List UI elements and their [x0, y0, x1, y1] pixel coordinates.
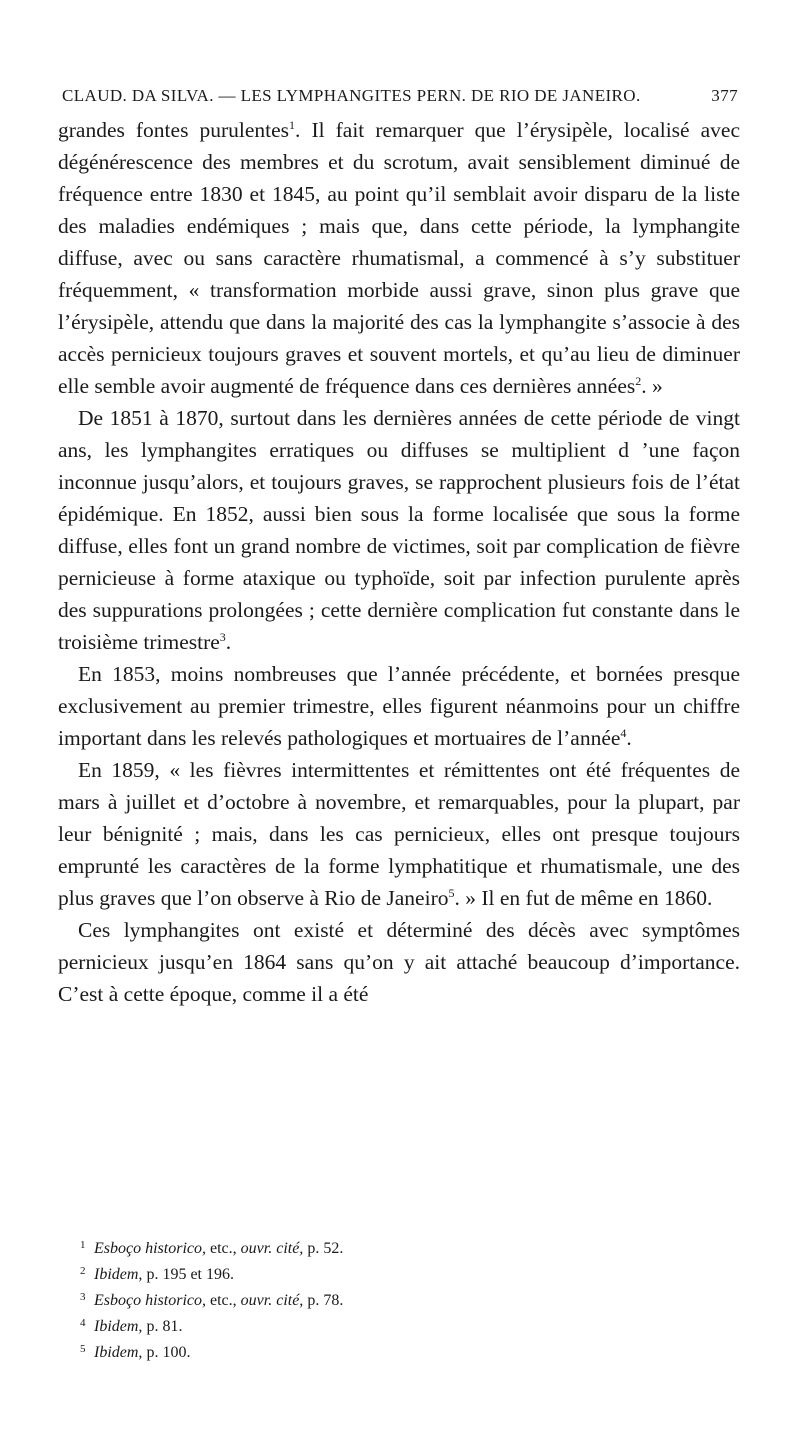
footnote	[80, 1312, 720, 1338]
paragraph-text: . » Il en fut de même en 1860.	[454, 886, 713, 910]
footnote-source: Ibidem,	[94, 1266, 143, 1283]
footnote-text: etc.,	[206, 1292, 241, 1309]
footnote-number: 4	[80, 1317, 86, 1329]
paragraph	[58, 114, 740, 402]
footnote-text: p. 78.	[303, 1292, 344, 1309]
footnote	[80, 1234, 720, 1260]
footnote-text: p. 195 et 196.	[142, 1266, 234, 1283]
footnote-number: 1	[80, 1239, 86, 1251]
footnote-ref: 5	[448, 885, 455, 900]
footnote-ref: 3	[219, 629, 226, 644]
paragraph	[58, 658, 740, 754]
footnote-ref: 1	[289, 117, 296, 132]
paragraph-text: . Il fait remarquer que l’érysipèle, localisé avec dégénérescence des membres et du scrotum, avait sensiblement diminué de fréquence entre 1830 et 1845, au point qu’il semblait avoir disparu de la liste des maladies endémiques ; mais que, dans cette période, la lymphangite diffuse, avec ou sans caractère rhumatismal, a commencé à s’y substituer fréquemment, « transformation morbide aussi grave, sinon plus grave que l’érysipèle, attendu que dans la majorité des cas la lymphangite s’associe à des accès pernicieux toujours graves et souvent mortels, et qu’au lieu de diminuer elle semble avoir augmenté de fréquence dans ces dernières années	[58, 118, 740, 398]
footnote	[80, 1260, 720, 1286]
paragraph-text: . »	[641, 374, 663, 398]
footnote-ref: 4	[620, 725, 627, 740]
footnote-text: etc.,	[206, 1240, 241, 1257]
paragraph-text: Ces lymphangites ont existé et déterminé des décès avec symptômes pernicieux jusqu’en 1864 sans qu’on y ait attaché beaucoup d’importance. C’est à cette époque, comme il a été	[58, 918, 740, 1006]
footnote-source: Esboço historico,	[94, 1292, 206, 1309]
paragraph-text: En 1859, « les fièvres intermittentes et rémittentes ont été fréquentes de mars à juillet et d’octobre à novembre, et remarquables, pour la plupart, par leur bénignité ; mais, dans les cas pernicieux, elles ont presque toujours emprunté les caractères de la forme lymphatitique et rhumatismale, une des plus graves que l’on observe à Rio de Janeiro	[58, 758, 740, 910]
footnote-source: Ibidem,	[94, 1344, 143, 1361]
footnote-number: 3	[80, 1291, 86, 1303]
footnote	[80, 1286, 720, 1312]
paragraph-text: .	[626, 726, 632, 750]
paragraph	[58, 914, 740, 1010]
footnote-ref: 2	[635, 373, 642, 388]
footnote-source: Ibidem,	[94, 1318, 143, 1335]
footnotes	[80, 1234, 720, 1364]
footnote-source: Esboço historico,	[94, 1240, 206, 1257]
footnote-number: 5	[80, 1343, 86, 1355]
paragraph-text: .	[225, 630, 232, 654]
footnote-text: p. 52.	[303, 1240, 344, 1257]
footnote-source: ouvr. cité,	[240, 1240, 304, 1257]
footnote-source: ouvr. cité,	[240, 1292, 304, 1309]
running-head-title: CLAUD. DA SILVA. — LES LYMPHANGITES PERN. DE RIO DE JANEIRO.	[62, 86, 641, 105]
paragraph-text: De 1851 à 1870, surtout dans les dernières années de cette période de vingt ans, les lymphangites erratiques ou diffuses se multiplient d ’une façon inconnue jusqu’alors, et toujours graves, se rapprochent plusieurs fois de l’état épidémique. En 1852, aussi bien sous la forme localisée que sous la forme diffuse, elles font un grand nombre de victimes, soit par complication de fièvre pernicieuse à forme ataxique ou typhoïde, soit par infection purulente après des suppurations prolongées ; cette dernière complication fut constante dans le troisième trimestre	[58, 406, 740, 654]
running-head	[62, 86, 738, 112]
footnote	[80, 1338, 720, 1364]
paragraph	[58, 754, 740, 914]
page-number: 377	[711, 86, 738, 105]
paragraph-text: grandes fontes purulentes	[58, 118, 290, 142]
body-text	[58, 114, 740, 1010]
paragraph-text: En 1853, moins nombreuses que l’année précédente, et bornées presque exclusivement au premier trimestre, elles figurent néanmoins pour un chiffre important dans les relevés pathologiques et mortuaires de l’année	[58, 662, 740, 750]
paragraph	[58, 402, 740, 658]
footnote-number: 2	[80, 1265, 86, 1277]
footnote-text: p. 81.	[142, 1318, 183, 1335]
footnote-text: p. 100.	[142, 1344, 191, 1361]
